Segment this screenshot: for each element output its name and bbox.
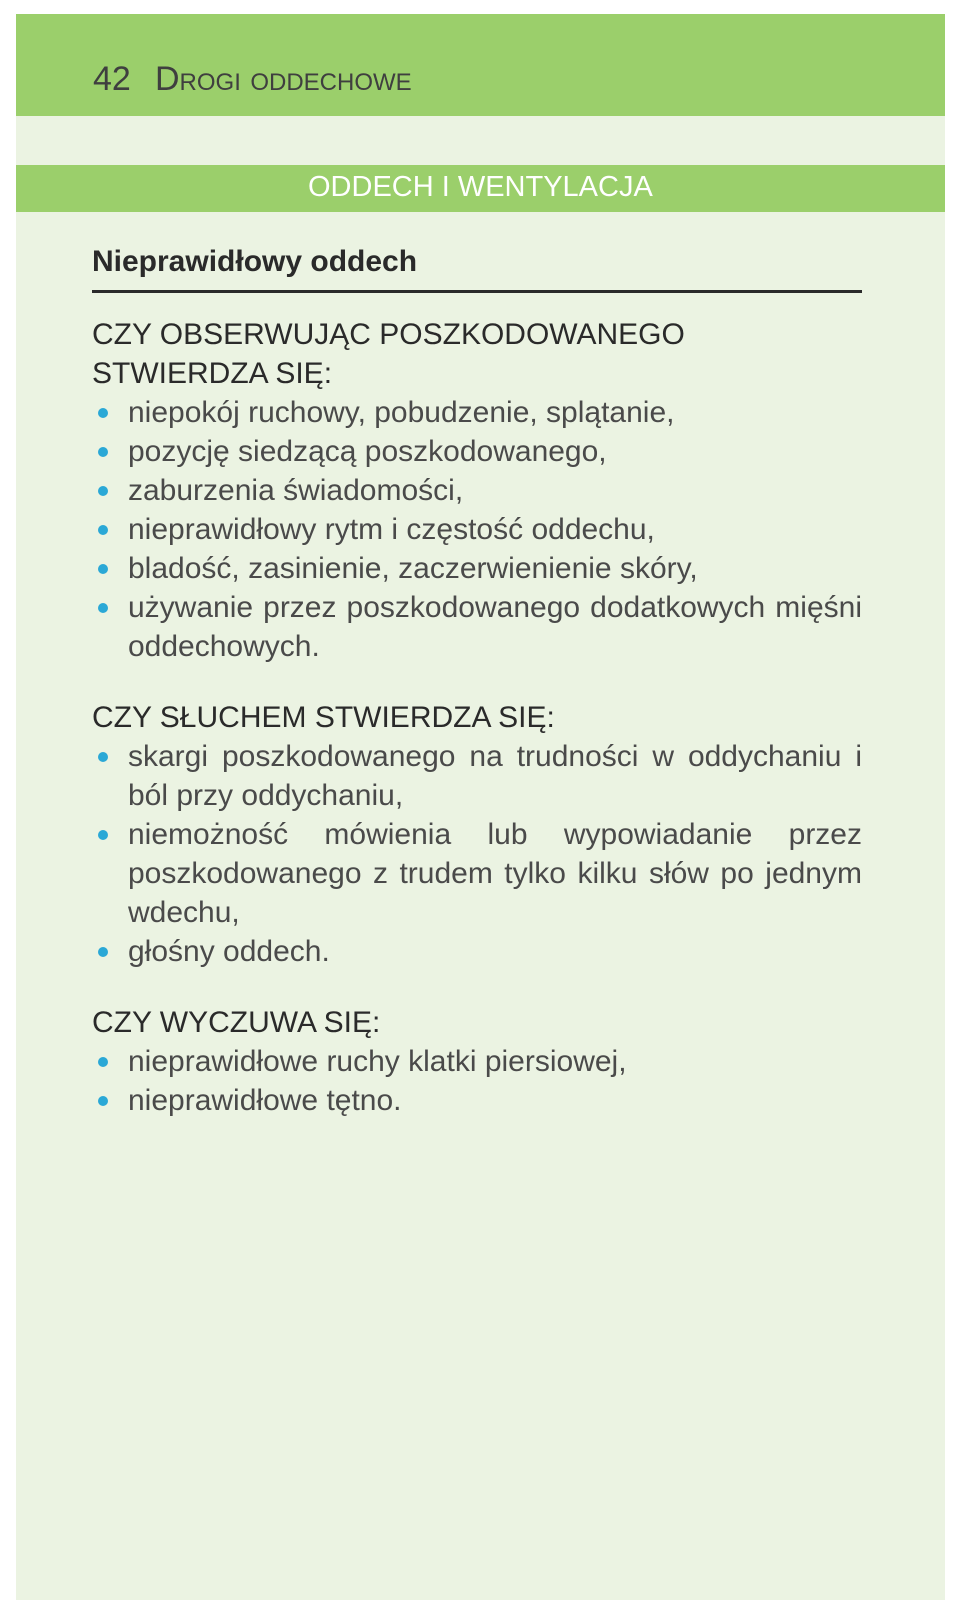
page: [16, 14, 945, 1600]
bullet-list: [92, 737, 862, 971]
list-item: [92, 393, 862, 432]
list-item: [92, 932, 862, 971]
question-block: [92, 1003, 862, 1120]
page-header: [16, 14, 945, 116]
list-item-text: nieprawidłowy rytm i częstość oddechu,: [128, 513, 655, 546]
bullet-icon: [98, 1057, 108, 1067]
list-item-text: pozycję siedzącą poszkodowanego,: [128, 435, 607, 468]
bullet-icon: [98, 564, 108, 574]
section-title: ODDECH I WENTYLACJA: [308, 171, 653, 203]
list-item-text: nieprawidłowe tętno.: [128, 1084, 402, 1117]
page-number: 42: [93, 60, 131, 98]
list-item-text: zaburzenia świadomości,: [128, 474, 464, 507]
subheading: Nieprawidłowy oddech: [92, 244, 862, 293]
bullet-list: [92, 393, 862, 666]
question-heading: CZY OBSERWUJĄC POSZKODOWANEGO STWIERDZA SIĘ:: [92, 318, 685, 390]
question-block: [92, 698, 862, 971]
bullet-icon: [98, 947, 108, 957]
list-item-text: głośny oddech.: [128, 935, 330, 968]
list-item-text: bladość, zasinienie, zaczerwienienie skóry,: [128, 552, 698, 585]
chapter-title: Drogi oddechowe: [155, 60, 412, 98]
bullet-icon: [98, 408, 108, 418]
list-item: [92, 588, 862, 666]
bullet-icon: [98, 486, 108, 496]
question-heading: CZY SŁUCHEM STWIERDZA SIĘ:: [92, 701, 555, 734]
list-item: [92, 815, 862, 932]
list-item-text: nieprawidłowe ruchy klatki piersiowej,: [128, 1045, 627, 1078]
list-item: [92, 737, 862, 815]
list-item: [92, 510, 862, 549]
list-item-text: używanie przez poszkodowanego dodatkowych mięśni oddechowych.: [128, 591, 862, 663]
question-block: [92, 315, 862, 666]
bullet-icon: [98, 752, 108, 762]
list-item: [92, 471, 862, 510]
content: [92, 244, 862, 1120]
bullet-icon: [98, 447, 108, 457]
bullet-icon: [98, 525, 108, 535]
list-item: [92, 432, 862, 471]
bullet-list: [92, 1042, 862, 1120]
list-item: [92, 549, 862, 588]
question-heading: CZY WYCZUWA SIĘ:: [92, 1006, 381, 1039]
section-band: [16, 165, 945, 212]
list-item-text: skargi poszkodowanego na trudności w oddychaniu i ból przy oddychaniu,: [128, 740, 862, 812]
bullet-icon: [98, 1096, 108, 1106]
list-item-text: niemożność mówienia lub wypowiadanie przez poszkodowanego z trudem tylko kilku słów po jednym wdechu,: [128, 818, 862, 929]
list-item: [92, 1081, 862, 1120]
bullet-icon: [98, 830, 108, 840]
list-item: [92, 1042, 862, 1081]
bullet-icon: [98, 603, 108, 613]
list-item-text: niepokój ruchowy, pobudzenie, splątanie,: [128, 396, 675, 429]
